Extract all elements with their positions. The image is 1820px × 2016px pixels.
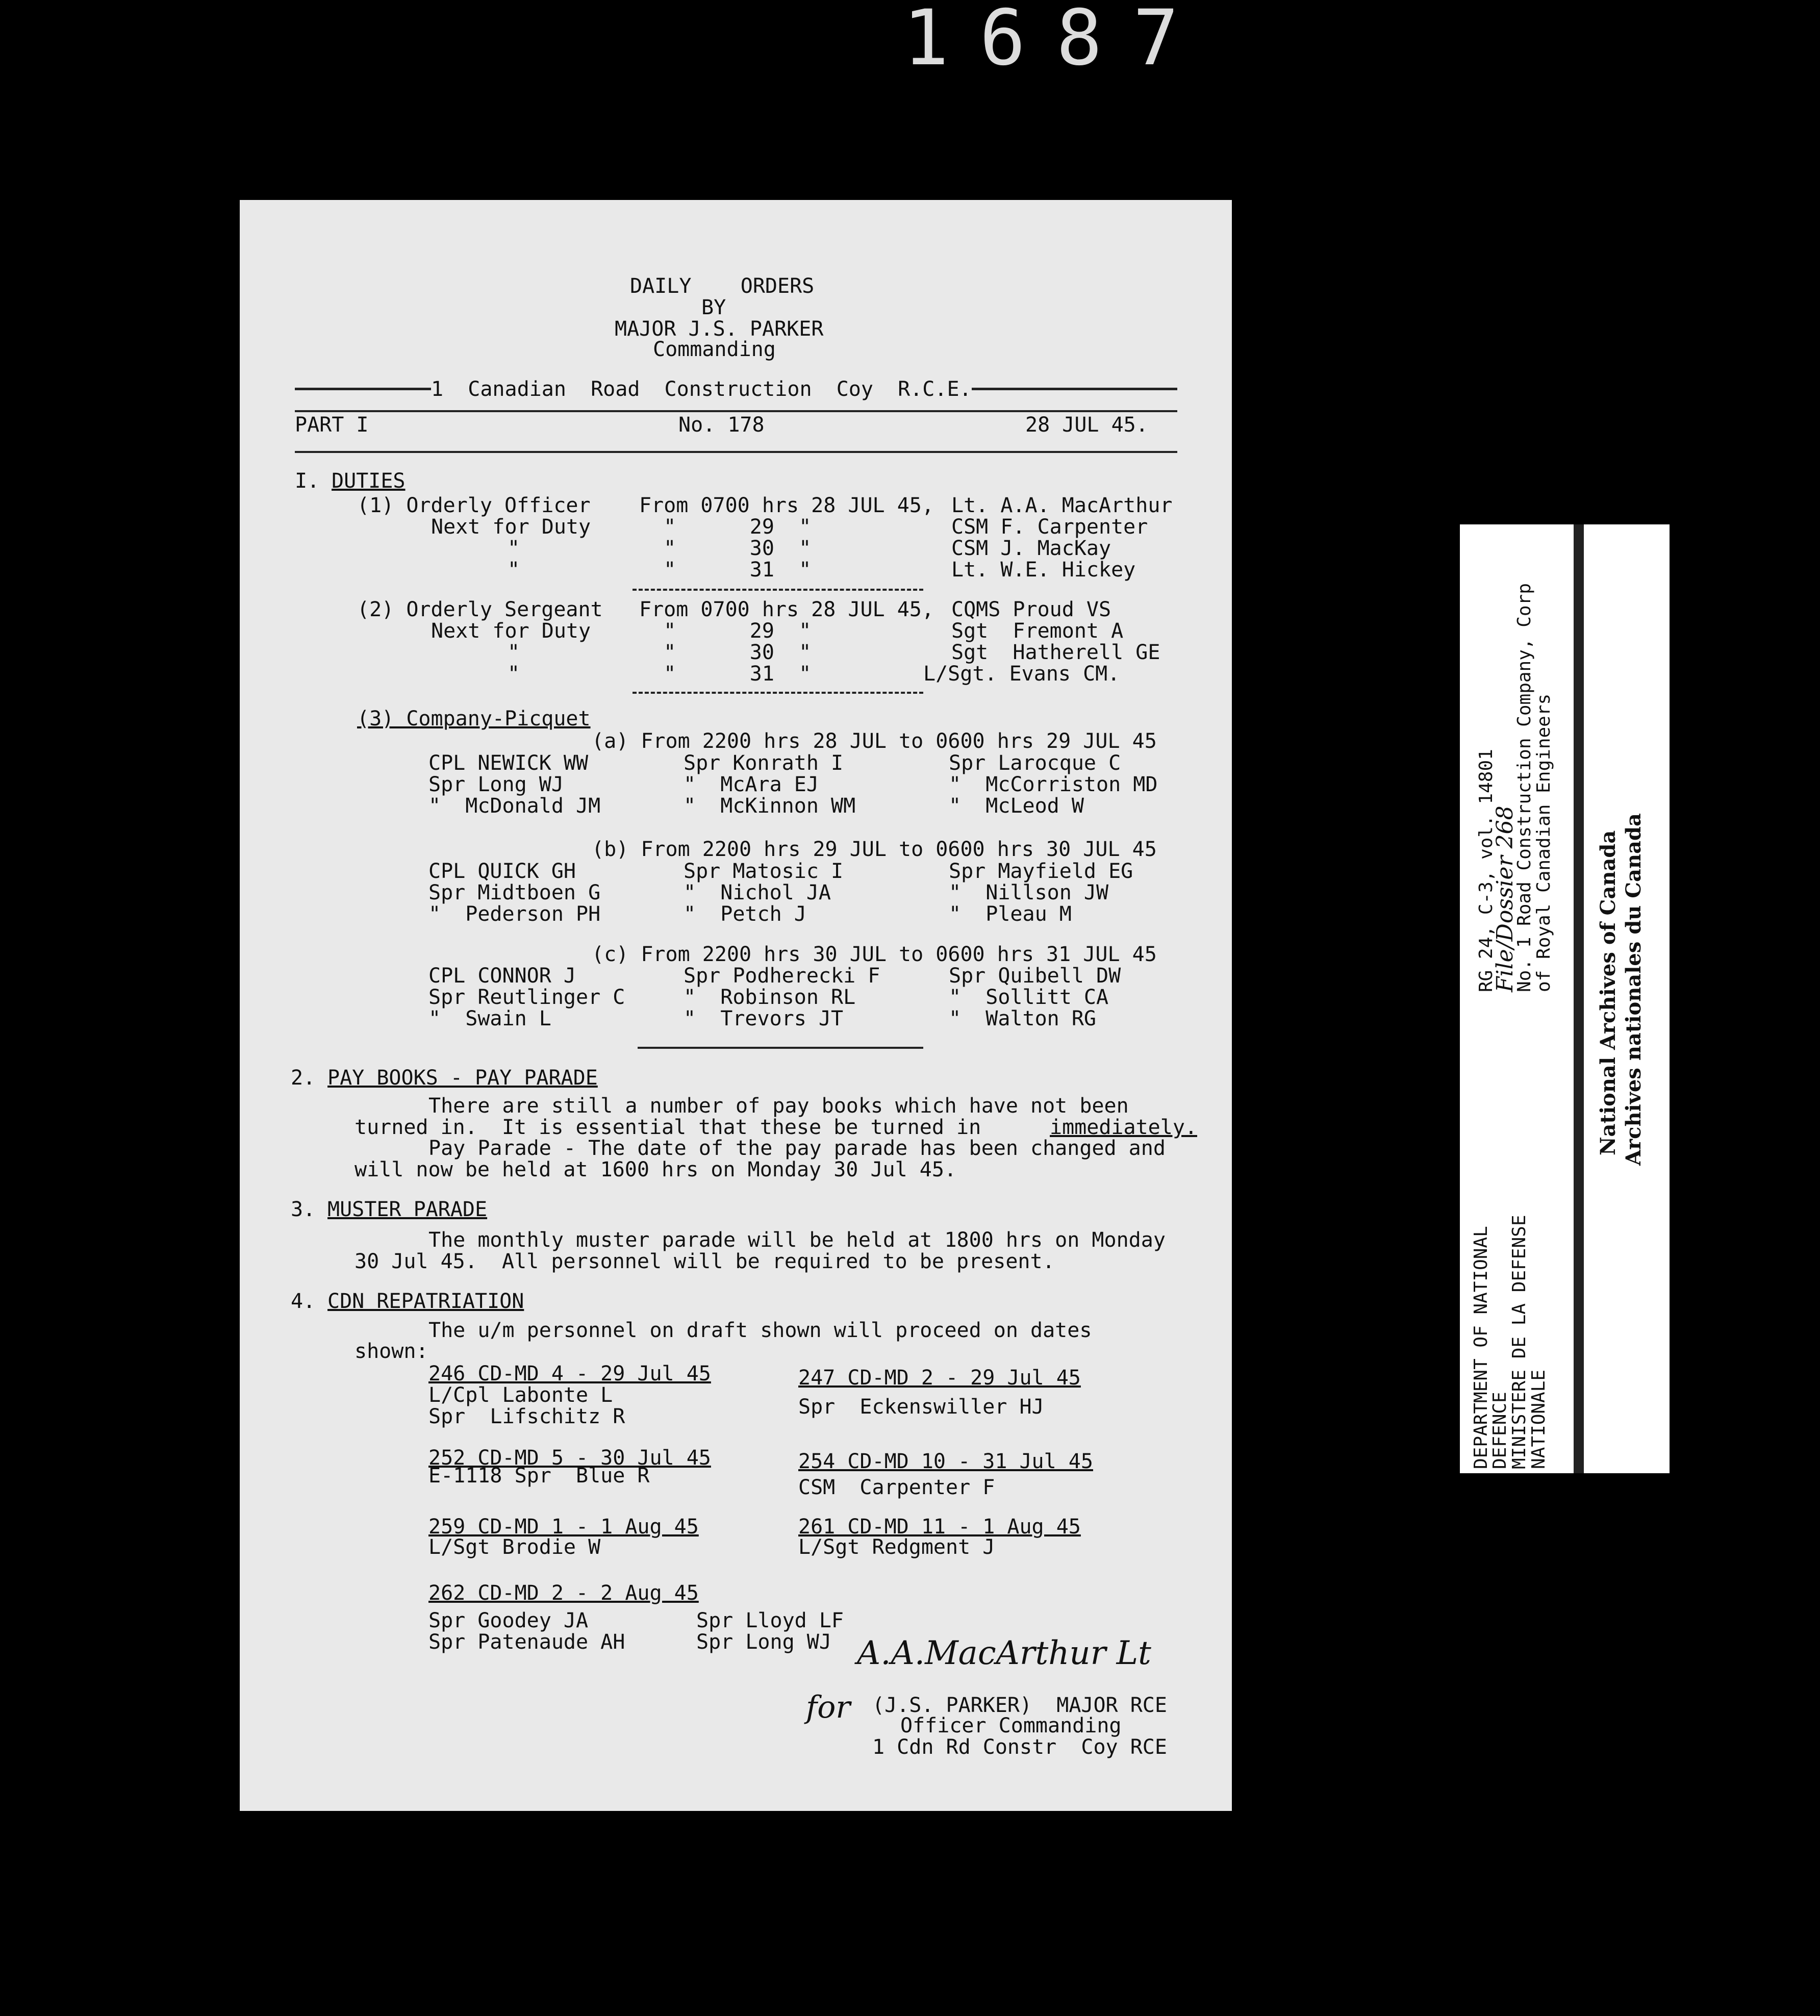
sec2-para2-line2: will now be held at 1600 hrs on Monday 30 Jul 45. (355, 1158, 957, 1181)
archive-dept-line-2: DEFENCE (1489, 1392, 1510, 1469)
draft-262-personnel-left: Spr Goodey JA Spr Patenaude AH (428, 1609, 625, 1654)
order-number: No. 178 (678, 413, 765, 437)
draft-259-heading: 259 CD-MD 1 - 1 Aug 45 (428, 1515, 699, 1539)
sec2-para2-line1: Pay Parade - The date of the pay parade has been changed and (428, 1137, 1166, 1160)
draft-259-personnel: L/Sgt Brodie W (428, 1535, 601, 1559)
picquet-a-heading: (a) From 2200 hrs 28 JUL to 0600 hrs 29 JUL 45 (592, 729, 1157, 753)
archive-file-handwritten: File/Dossier 268 (1492, 805, 1518, 992)
section-1-number: I. (295, 469, 320, 493)
draft-247-heading: 247 CD-MD 2 - 29 Jul 45 (798, 1366, 1081, 1390)
os-ditto-1: " (508, 641, 520, 664)
archive-label-divider (1574, 524, 1584, 1473)
oo-time-4: " 31 " (639, 558, 812, 582)
sec4-intro-line2: shown: (355, 1340, 428, 1363)
archive-nac-french: Archives nationales du Canada (1622, 813, 1646, 1166)
sec2-para1-line1: There are still a number of pay books which have not been (428, 1094, 1129, 1118)
os-next-time: " 29 " (639, 619, 812, 643)
picquet-end-rule (638, 1047, 923, 1049)
section-2-title: PAY BOOKS - PAY PARADE (327, 1066, 598, 1090)
header-title: DAILY ORDERS (630, 274, 815, 298)
archive-nac-english: National Archives of Canada (1596, 830, 1620, 1155)
orderly-sergeant-label: (2) Orderly Sergeant (357, 598, 603, 621)
draft-246-heading: 246 CD-MD 4 - 29 Jul 45 (428, 1362, 711, 1385)
duty-divider-2 (633, 692, 923, 694)
draft-254-personnel: CSM Carpenter F (798, 1476, 995, 1499)
picquet-b-col3: Spr Mayfield EG " Nillson JW " Pleau M (949, 860, 1133, 926)
archive-title-line-2: of Royal Canadian Engineers (1533, 693, 1554, 992)
section-4-title: CDN REPATRIATION (327, 1290, 524, 1313)
part-label: PART I (295, 413, 369, 437)
picquet-a-col1: CPL NEWICK WW Spr Long WJ " McDonald JM (428, 751, 601, 818)
oo-next-name: CSM F. Carpenter (951, 515, 1148, 539)
draft-246-personnel: L/Cpl Labonte L Spr Lifschitz R (428, 1383, 625, 1428)
picquet-c-col1: CPL CONNOR J Spr Reutlinger C " Swain L (428, 964, 625, 1030)
picquet-b-heading: (b) From 2200 hrs 29 JUL to 0600 hrs 30 JUL 45 (592, 838, 1157, 861)
archive-title-line-1: No. 1 Road Construction Company, Corp (1514, 583, 1535, 992)
orderly-sergeant-time: From 0700 hrs 28 JUL 45, (639, 598, 934, 621)
section-3-number: 3. (291, 1198, 316, 1221)
picquet-c-col3: Spr Quibell DW " Sollitt CA " Walton RG (949, 964, 1121, 1030)
daily-orders-page (240, 200, 1232, 1811)
picquet-b-col2: Spr Matosic I " Nichol JA " Petch J (684, 860, 844, 926)
orderly-officer-name: Lt. A.A. MacArthur (951, 494, 1173, 517)
sec3-line1: The monthly muster parade will be held at 1800 hrs on Monday (428, 1228, 1166, 1252)
oo-ditto-2: " (508, 558, 520, 582)
archive-dept-line-4: NATIONALE (1528, 1369, 1549, 1469)
oo-name-4: Lt. W.E. Hickey (951, 558, 1136, 582)
archive-dept-line-1: DEPARTMENT OF NATIONAL (1471, 1226, 1492, 1469)
picquet-a-col2: Spr Konrath I " McAra EJ " McKinnon WM (684, 751, 856, 818)
draft-262-personnel-right: Spr Lloyd LF Spr Long WJ (696, 1609, 844, 1654)
oo-ditto-1: " (508, 537, 520, 560)
archive-reference: RG 24, C-3, vol. 14801 (1476, 749, 1497, 992)
unit-name: 1 Canadian Road Construction Coy R.C.E. (431, 377, 972, 401)
picquet-b-col1: CPL QUICK GH Spr Midtboen G " Pederson PH (428, 860, 601, 926)
handwritten-for: for (806, 1690, 851, 1725)
header-rule-bottom (295, 451, 1177, 453)
oo-time-3: " 30 " (639, 537, 812, 560)
os-name-3: Sgt Hatherell GE (951, 641, 1160, 664)
order-date: 28 JUL 45. (1025, 413, 1148, 437)
sec3-line2: 30 Jul 45. All personnel will be required to be present. (355, 1250, 1055, 1273)
microfilm-frame-number: 1687 (903, 0, 1210, 83)
sec2-para1-line2: turned in. It is essential that these be turned in (355, 1116, 981, 1139)
oo-next-label: Next for Duty (431, 515, 591, 539)
signature-line-1: (J.S. PARKER) MAJOR RCE (872, 1694, 1167, 1717)
header-commanding: Commanding (653, 338, 776, 361)
os-ditto-2: " (508, 662, 520, 686)
archive-dept-line-3: MINISTERE DE LA DEFENSE (1509, 1215, 1530, 1469)
header-commander: MAJOR J.S. PARKER (615, 317, 824, 341)
draft-261-heading: 261 CD-MD 11 - 1 Aug 45 (798, 1515, 1081, 1539)
signature-line-3: 1 Cdn Rd Constr Coy RCE (872, 1735, 1167, 1759)
sec2-immediately: immediately. (1050, 1116, 1197, 1139)
draft-262-heading: 262 CD-MD 2 - 2 Aug 45 (428, 1581, 699, 1605)
picquet-c-heading: (c) From 2200 hrs 30 JUL to 0600 hrs 31 JUL 45 (592, 943, 1157, 966)
picquet-c-col2: Spr Podherecki F " Robinson RL " Trevors JT (684, 964, 880, 1030)
section-3-title: MUSTER PARADE (327, 1198, 488, 1221)
picquet-a-col3: Spr Larocque C " McCorriston MD " McLeod W (949, 751, 1158, 818)
draft-261-personnel: L/Sgt Redgment J (798, 1535, 995, 1559)
header-rule-mid (295, 410, 1177, 412)
picquet-title: (3) Company-Picquet (357, 707, 591, 730)
os-time-4: " 31 " (639, 662, 812, 686)
orderly-officer-time: From 0700 hrs 28 JUL 45, (639, 494, 934, 517)
section-4-number: 4. (291, 1290, 316, 1313)
draft-247-personnel: Spr Eckenswiller HJ (798, 1395, 1044, 1419)
header-by: BY (701, 296, 726, 319)
oo-name-3: CSM J. MacKay (951, 537, 1111, 560)
section-1-title: DUTIES (332, 469, 406, 493)
draft-254-heading: 254 CD-MD 10 - 31 Jul 45 (798, 1450, 1093, 1473)
os-name-4: L/Sgt. Evans CM. (923, 662, 1120, 686)
orderly-officer-label: (1) Orderly Officer (357, 494, 591, 517)
draft-252-heading: 252 CD-MD 5 - 30 Jul 45 (428, 1446, 711, 1470)
signature-line-2: Officer Commanding (900, 1714, 1122, 1737)
section-2-number: 2. (291, 1066, 316, 1090)
oo-next-time: " 29 " (639, 515, 812, 539)
orderly-sergeant-name: CQMS Proud VS (951, 598, 1111, 621)
draft-252-personnel: E-1118 Spr Blue R (428, 1464, 650, 1488)
os-time-3: " 30 " (639, 641, 812, 664)
handwritten-signature: A.A.MacArthur Lt (857, 1634, 1151, 1672)
sec4-intro-line1: The u/m personnel on draft shown will proceed on dates (428, 1319, 1092, 1342)
os-next-name: Sgt Fremont A (951, 619, 1124, 643)
os-next-label: Next for Duty (431, 619, 591, 643)
duty-divider-1 (633, 589, 923, 591)
